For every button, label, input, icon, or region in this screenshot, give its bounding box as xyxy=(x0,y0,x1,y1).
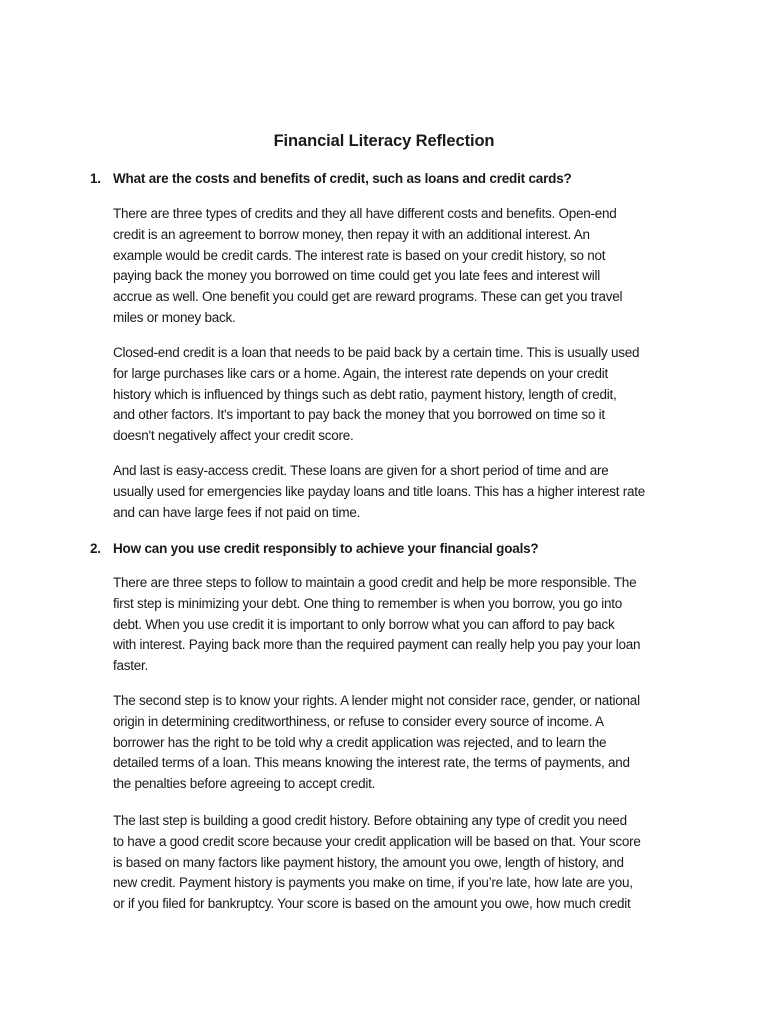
text-line: the penalties before agreeing to accept credit. xyxy=(113,776,376,792)
text-line: new credit. Payment history is payments you make on time, if you’re late, how late are you, xyxy=(113,875,633,891)
text-line: example would be credit cards. The interest rate is based on your credit history, so not xyxy=(113,247,606,263)
text-line: paying back the money you borrowed on time could get you late fees and interest will xyxy=(113,268,601,284)
text-line: There are three types of credits and they all have different costs and benefits. Open-end xyxy=(113,206,617,221)
text-line: history which is influenced by things such as debt ratio, payment history, length of credit, xyxy=(113,386,617,402)
text-line: with interest. Paying back more than the required payment can really help you pay your loan xyxy=(113,637,641,653)
text-line: debt. When you use credit it is important to only borrow what you can afford to pay back xyxy=(113,616,615,632)
document-title: Financial Literacy Reflection xyxy=(273,132,495,150)
paragraph xyxy=(113,573,685,677)
question-text: What are the costs and benefits of credit, such as loans and credit cards? xyxy=(113,171,572,186)
text-line: first step is minimizing your debt. One thing to remember is when you borrow, you go into xyxy=(113,595,622,611)
text-line: and can have large fees if not paid on time. xyxy=(113,504,361,520)
text-line: is based on many factors like payment history, the amount you owe, length of history, and xyxy=(113,854,624,870)
text-line: for large purchases like cars or a home. Again, the interest rate depends on your credit xyxy=(113,365,609,381)
text-line: or if you filed for bankruptcy. Your score is based on the amount you owe, how much credit xyxy=(113,896,631,912)
text-line: borrower has the right to be told why a credit application was rejected, and to learn the xyxy=(113,734,607,750)
text-line: credit is an agreement to borrow money, then repay it with an additional interest. An xyxy=(113,226,590,242)
question-number: 2. xyxy=(90,541,101,556)
text-line: There are three steps to follow to maintain a good credit and help be more responsible. The xyxy=(113,575,637,590)
text-line: faster. xyxy=(113,658,149,674)
text-line: and other factors. It's important to pay back the money that you borrowed on time so it xyxy=(113,407,605,423)
paragraph xyxy=(113,461,685,523)
text-line: to have a good credit score because your credit application will be based on that. Your score xyxy=(113,833,641,849)
text-line: miles or money back. xyxy=(113,309,236,325)
question-number: 1. xyxy=(90,171,101,186)
text-line: detailed terms of a loan. This means knowing the interest rate, the terms of payments, and xyxy=(113,755,630,771)
paragraph xyxy=(113,691,685,795)
question-2 xyxy=(90,541,538,556)
paragraph xyxy=(113,811,685,915)
question-1 xyxy=(90,171,572,186)
text-line: And last is easy-access credit. These loans are given for a short period of time and are xyxy=(113,463,609,478)
text-line: Closed-end credit is a loan that needs to be paid back by a certain time. This is usually used xyxy=(113,345,640,360)
text-line: The second step is to know your rights. A lender might not consider race, gender, or national xyxy=(113,693,640,708)
question-text: How can you use credit responsibly to achieve your financial goals? xyxy=(113,541,539,556)
text-line: origin in determining creditworthiness, or refuse to consider every source of income. A xyxy=(113,713,604,729)
text-line: The last step is building a good credit history. Before obtaining any type of credit you need xyxy=(113,813,627,828)
paragraph xyxy=(113,204,685,329)
text-line: usually used for emergencies like payday loans and title loans. This has a higher interest rate xyxy=(113,483,646,499)
paragraph xyxy=(113,343,685,447)
text-line: doesn't negatively affect your credit score. xyxy=(113,428,354,444)
text-line: accrue as well. One benefit you could get are reward programs. These can get you travel xyxy=(113,289,623,305)
